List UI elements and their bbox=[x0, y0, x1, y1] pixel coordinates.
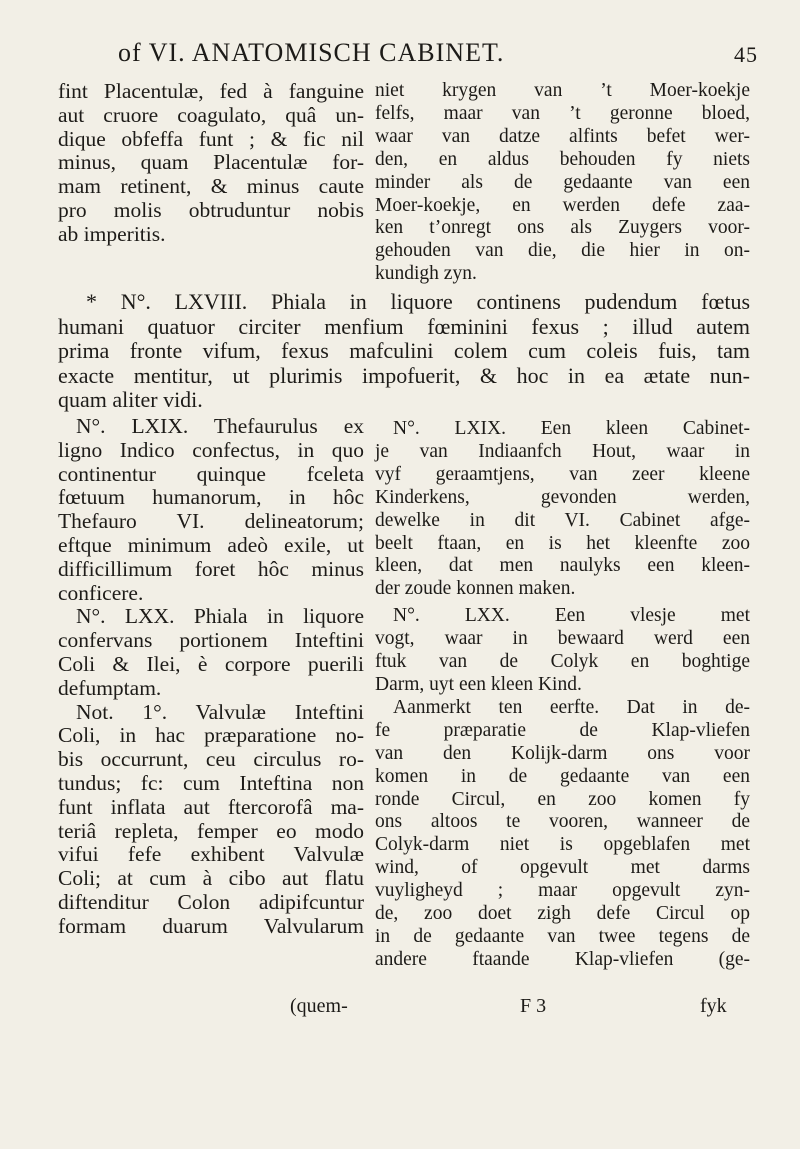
top-right-column bbox=[375, 80, 750, 286]
text-line: ken t’onregt ons als Zuygers voor- bbox=[375, 217, 750, 239]
top-left-column bbox=[58, 80, 364, 247]
text-line: Thefauro VI. delineatorum; bbox=[58, 509, 364, 534]
text-line: exacte mentitur, ut plurimis impofuerit, & hoc in ea ætate nun- bbox=[58, 362, 750, 388]
text-line: mam retinent, & minus caute bbox=[58, 174, 364, 199]
text-line: formam duarum Valvularum bbox=[58, 913, 364, 938]
text-line: waar van datze alfints befet wer- bbox=[375, 125, 750, 147]
text-line: vyf geraamtjens, van zeer kleene bbox=[375, 463, 750, 485]
text-line: der zoude konnen maken. bbox=[375, 578, 576, 600]
text-line: tundus; fc: cum Inteftina non bbox=[58, 770, 364, 795]
text-line: funt inflata aut ftercorofâ ma- bbox=[58, 794, 364, 819]
signature-mark: F 3 bbox=[520, 995, 547, 1017]
text-line: N°. LXIX. Een kleen Cabinet- bbox=[393, 418, 750, 439]
text-line: komen in de gedaante van een bbox=[375, 765, 750, 787]
text-line: aut cruore coagulato, quâ un- bbox=[58, 102, 364, 127]
text-line: Moer-koekje, en werden defe zaa- bbox=[375, 194, 750, 216]
text-line: vogt, waar in bewaard werd een bbox=[375, 628, 750, 650]
text-line: Kinderkens, gevonden werden, bbox=[375, 486, 750, 508]
text-line: ligno Indico confectus, in quo bbox=[58, 437, 364, 462]
text-line: vifui fefe exhibent Valvulæ bbox=[58, 842, 364, 867]
text-line: fe præparatie de Klap-vliefen bbox=[375, 719, 750, 741]
text-line: N°. LXX. Een vlesje met bbox=[393, 605, 750, 627]
text-line: confervans portionem Inteftini bbox=[58, 628, 364, 653]
text-line: N°. LXIX. Thefaurulus ex bbox=[76, 414, 364, 438]
text-line: ronde Circul, en zoo komen fy bbox=[375, 788, 750, 810]
text-line: in de gedaante van twee tegens de bbox=[375, 925, 750, 947]
right-column-dutch bbox=[375, 418, 750, 972]
text-line: felfs, maar van ’t geronne bloed, bbox=[375, 102, 750, 124]
text-line: N°. LXX. Phiala in liquore bbox=[76, 604, 364, 629]
text-line: je van Indiaanfch Hout, waar in bbox=[375, 440, 750, 462]
text-line: teriâ repleta, femper eo modo bbox=[58, 818, 364, 843]
text-line: quam aliter vidi. bbox=[58, 387, 203, 413]
text-line: bis occurrunt, ceu circulus ro- bbox=[58, 747, 364, 772]
text-line: humani quatuor circiter menfium fœminini fexus ; illud autem bbox=[58, 313, 750, 339]
text-line: * N°. LXVIII. Phiala in liquore continens pudendum fœtus bbox=[86, 289, 750, 314]
text-line: beelt ftaan, en is het kleenfte zoo bbox=[375, 532, 750, 554]
text-line: Coli & Ilei, è corpore puerili bbox=[58, 651, 364, 676]
text-line: ab imperitis. bbox=[58, 221, 166, 246]
text-line: den, en aldus behouden fy niets bbox=[375, 148, 750, 170]
text-line: prima fronte vifum, fexus mafculini colem cum coleis fuis, tam bbox=[58, 338, 750, 364]
text-line: dique obfeffa funt ; & fic nil bbox=[58, 126, 364, 151]
catchword-left: (quem- bbox=[290, 995, 348, 1017]
text-line: dewelke in dit VI. Cabinet afge- bbox=[375, 509, 750, 531]
text-line: Not. 1°. Valvulæ Inteftini bbox=[76, 699, 364, 724]
text-line: conficere. bbox=[58, 580, 144, 605]
text-line: kundigh zyn. bbox=[375, 263, 477, 285]
text-line: gehouden van die, die hier in on- bbox=[375, 240, 750, 262]
text-line: diftenditur Colon adipifcuntur bbox=[58, 889, 364, 914]
catchword-right: fyk bbox=[700, 995, 727, 1017]
text-line: difficillimum foret hôc minus bbox=[58, 556, 364, 581]
text-line: continentur quinque fceleta bbox=[58, 461, 364, 486]
left-column-latin bbox=[58, 415, 364, 939]
text-line: wind, of opgevult met darms bbox=[375, 857, 750, 879]
running-title: of VI. ANATOMISCH CABINET. bbox=[118, 38, 505, 67]
text-line: Colyk-darm niet is opgeblafen met bbox=[375, 834, 750, 856]
text-line: pro molis obtruduntur nobis bbox=[58, 197, 364, 222]
text-line: vuyligheyd ; maar opgevult zyn- bbox=[375, 880, 750, 902]
text-line: Aanmerkt ten eerfte. Dat in de- bbox=[393, 696, 750, 718]
page-number: 45 bbox=[734, 42, 758, 67]
text-line: ftuk van de Colyk en boghtige bbox=[375, 651, 750, 673]
text-line: kleen, dat men naulyks een kleen- bbox=[375, 555, 750, 577]
text-line: minus, quam Placentulæ for- bbox=[58, 150, 364, 175]
text-line: andere ftaande Klap-vliefen (ge- bbox=[375, 948, 750, 970]
text-line: van den Kolijk-darm ons voor bbox=[375, 742, 750, 764]
text-line: Coli, in hac præparatione no- bbox=[58, 723, 364, 748]
text-line: eftque minimum adeò exile, ut bbox=[58, 532, 364, 557]
text-line: Coli; at cum à cibo aut flatu bbox=[58, 866, 364, 891]
full-width-entry bbox=[58, 290, 750, 413]
text-line: fœtuum humanorum, in hôc bbox=[58, 485, 364, 510]
running-header bbox=[118, 38, 758, 78]
text-line: niet krygen van ’t Moer-koekje bbox=[375, 80, 750, 101]
text-line: Darm, uyt een kleen Kind. bbox=[375, 673, 582, 695]
text-line: minder als de gedaante van een bbox=[375, 171, 750, 193]
text-line: defumptam. bbox=[58, 675, 162, 700]
text-line: fint Placentulæ, fed à fanguine bbox=[58, 79, 364, 103]
text-line: de, zoo doet zigh defe Circul op bbox=[375, 903, 750, 925]
text-line: ons altoos te vooren, wanneer de bbox=[375, 811, 750, 833]
